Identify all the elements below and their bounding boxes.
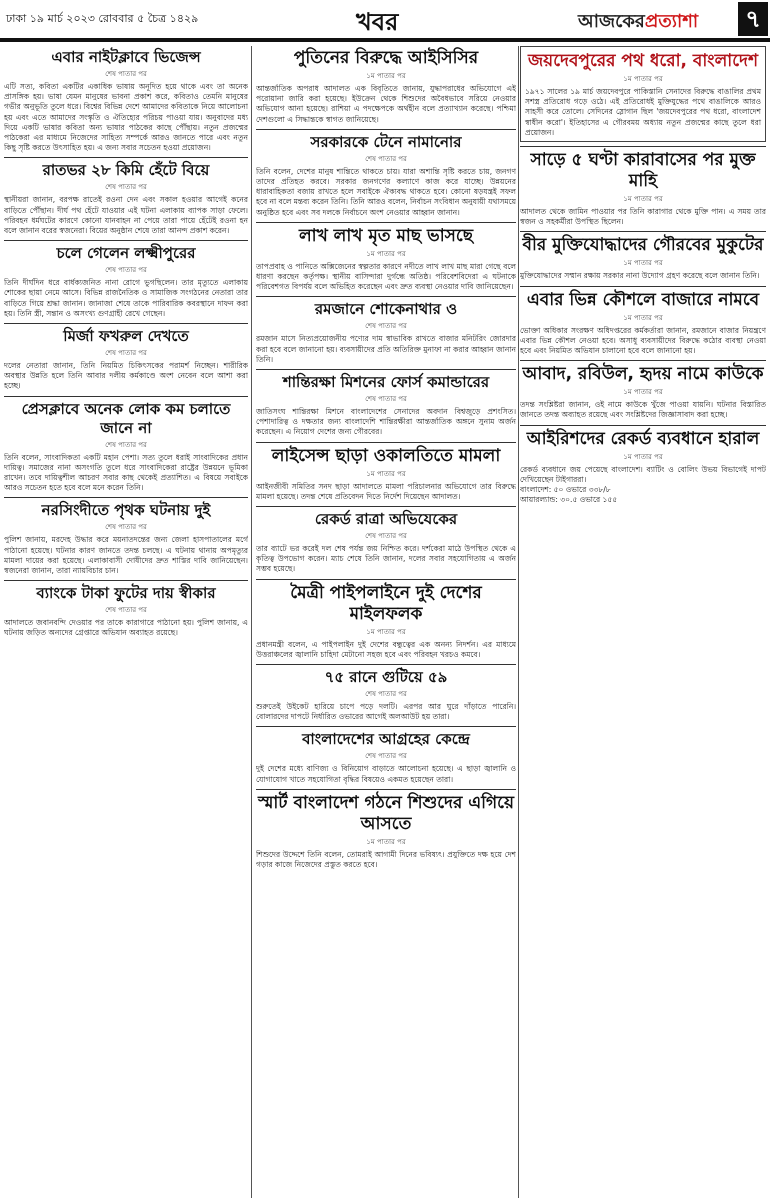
divider <box>520 425 766 426</box>
story-headline: আইরিশদের রেকর্ড ব্যবধানে হারাল <box>526 428 760 449</box>
story-body: আইনজীবী সমিতির সনদ ছাড়া আদালতে মামলা পরিচালনার অভিযোগে তার বিরুদ্ধে মামলা হয়েছে। তদন্ত শেষে প্রতিবেদন দিতে নির্দেশ দিয়েছেন আদালত। <box>256 481 516 501</box>
newspaper-logo <box>578 7 698 38</box>
divider <box>256 222 516 223</box>
column-divider <box>518 46 519 1198</box>
story-headline: প্রেসক্লাবে অনেক লোক কম চলাতে জানে না <box>21 399 231 437</box>
story-body: তিনি বলেন, দেশের মানুষ শান্তিতে থাকতে চায়। যারা অশান্তি সৃষ্টি করতে চায়, জনগণ তাদের প্রতিহত করবে। সরকার জনগণের কল্যাণে কাজ করে যাচ্ছে। উন্নয়নের ধারাবাহিকতা বজায় রাখতে হলে সবাইকে ঐক্যবদ্ধ থাকতে হবে। কোনো ষড়যন্ত্রই সফল হবে না বলে মন্তব্য করেন তিনি। তিনি আরও বলেন, নির্বাচন সংবিধান অনুযায়ী যথাসময়ে অনুষ্ঠিত হবে এবং সব দলকে নির্বাচনে অংশ নেওয়ার আহ্বান জানান। <box>256 166 516 217</box>
continued-label: শেষ পাতার পর <box>105 70 147 78</box>
story <box>256 226 516 293</box>
continued-label: শেষ পাতার পর <box>105 349 147 358</box>
story-headline: সাড়ে ৫ ঘণ্টা কারাবাসের পর মুক্ত মাহি <box>530 150 756 192</box>
story <box>520 364 766 420</box>
continued-label: ১ম পাতার পর <box>366 469 406 478</box>
continued-label: ১ম পাতার পর <box>623 313 663 322</box>
story-body: রমজান মাসে নিত্যপ্রয়োজনীয় পণ্যের দাম স্বাভাবিক রাখতে বাজার মনিটরিং জোরদার করা হবে বলে জানানো হয়। ব্যবসায়ীদের প্রতি অতিরিক্ত মুনাফা না করার আহ্বান জানান তিনি। <box>256 334 516 364</box>
story-body: জাতিসংঘ শান্তিরক্ষা মিশনে বাংলাদেশের সেনাদের অবদান বিশ্বজুড়ে প্রশংসিত। পেশাদারিত্ব ও দক্ষতার জন্য বাংলাদেশি শান্তিরক্ষীরা আন্তর্জাতিক অঙ্গনে সুনাম অর্জন করেছেন। এ নিয়োগ দেশের জন্য গৌরবের। <box>256 407 516 437</box>
continued-label: ১ম পাতার পর <box>623 388 663 397</box>
story <box>4 327 248 392</box>
story <box>256 48 516 125</box>
story-body: মুক্তিযোদ্ধাদের সম্মান রক্ষায় সরকার নানা উদ্যোগ গ্রহণ করেছে বলে জানান তিনি। <box>520 271 760 281</box>
story-body: প্রধানমন্ত্রী বলেন, এ পাইপলাইন দুই দেশের বন্ধুত্বের এক অনন্য নিদর্শন। এর মাধ্যমে উত্তরাঞ্চলের জ্বালানি চাহিদা মেটানো সহজ হবে এবং পরিবহন খরচও কমবে। <box>256 639 516 659</box>
story-body: আদালতে জবানবন্দি দেওয়ার পর তাকে কারাগারে পাঠানো হয়। পুলিশ জানায়, এ ঘটনায় জড়িত অন্যদের গ্রেপ্তারে অভিযান অব্যাহত রয়েছে। <box>4 618 248 638</box>
story-body: তাপপ্রবাহ ও পানিতে অক্সিজেনের স্বল্পতার কারণে নদীতে লাখ লাখ মাছ মারা গেছে বলে ধারণা করছেন কর্তৃপক্ষ। স্থানীয় বাসিন্দারা দুর্গন্ধে অতিষ্ঠ। পরিবেশবিদেরা এ ঘটনাকে পরিবেশগত বিপর্যয় বলে অভিহিত করেছেন এবং দ্রুত ব্যবস্থা নেওয়ার দাবি জানিয়েছেন। <box>256 261 516 292</box>
story <box>520 46 766 142</box>
story-headline: এবার ভিন্ন কৌশলে বাজারে নামবে <box>526 289 760 310</box>
story-body: ১৯৭১ সালের ১৯ মার্চ জয়দেবপুরে পাকিস্তানি সেনাদের বিরুদ্ধে বাঙালির প্রথম সশস্ত্র প্রতিরোধ গড়ে ওঠে। এই প্রতিরোধই মুক্তিযুদ্ধের পথে বাঙালিকে আরও সাহসী করে তোলে। সেদিনের স্লোগান ছিল 'জয়দেবপুরের পথ ধরো, বাংলাদেশ স্বাধীন করো'। ইতিহাসের এ গৌরবময় অধ্যায় নতুন প্রজন্মের কাছে তুলে ধরা প্রয়োজন। <box>525 87 761 137</box>
story <box>256 373 516 438</box>
story-headline: নরসিংদীতে পৃথক ঘটনায় দুই <box>41 501 211 520</box>
column-divider <box>251 46 252 1198</box>
story-headline: চলে গেলেন লক্ষ্মীপুরের <box>56 244 196 263</box>
continued-label: ১ম পাতার পর <box>366 627 406 636</box>
story-headline: লাখ লাখ মৃত মাছ ভাসছে <box>298 225 474 246</box>
divider <box>256 369 516 370</box>
story <box>256 730 516 784</box>
story-headline: মির্জা ফখরুল দেখতে <box>63 327 189 346</box>
story <box>4 244 248 319</box>
story-body: তিনি দীর্ঘদিন ধরে বার্ধক্যজনিত নানা রোগে ভুগছিলেন। তার মৃত্যুতে এলাকায় শোকের ছায়া নেমে আসে। বিভিন্ন রাজনৈতিক ও সামাজিক সংগঠনের নেতারা তার বাড়িতে গিয়ে শ্রদ্ধা জানান। জানাজা শেষে তাকে পারিবারিক কবরস্থানে দাফন করা হয়। তিনি স্ত্রী, সন্তান ও অসংখ্য গুণগ্রাহী রেখে গেছেন। <box>4 278 248 318</box>
story-headline: ব্যাংকে টাকা ফুটের দায় স্বীকার <box>36 584 216 603</box>
story-body: রেকর্ড ব্যবধানে জয় পেয়েছে বাংলাদেশ। ব্যাটিং ও বোলিং উভয় বিভাগেই দাপট দেখিয়েছেন টাইগাররা। <box>520 464 766 484</box>
story-headline: মৈত্রী পাইপলাইনে দুই দেশের মাইলফলক <box>290 582 482 624</box>
story-body: দলের নেতারা জানান, তিনি নিয়মিত চিকিৎসকের পরামর্শ নিচ্ছেন। শারীরিক অবস্থার উন্নতি হলে তিনি আবার দলীয় কর্মকাণ্ডে অংশ নেবেন বলে আশা করা হচ্ছে। <box>4 361 248 391</box>
divider <box>256 579 516 580</box>
story-headline: স্মার্ট বাংলাদেশ গঠনে শিশুদের এগিয়ে আসতে <box>257 792 515 834</box>
story <box>256 133 516 218</box>
continued-label: শেষ পাতার পর <box>365 532 407 541</box>
divider <box>4 580 248 581</box>
score-line: আয়ারল্যান্ড: ৩০.৫ ওভারে ১৫৫ <box>520 495 618 505</box>
column-left <box>4 46 248 1198</box>
logo-prefix: আজকের <box>578 11 645 32</box>
story-body: দুই দেশের মধ্যে বাণিজ্য ও বিনিয়োগ বাড়াতে আলোচনা হয়েছে। এ ছাড়া জ্বালানি ও যোগাযোগ খাতে সহযোগিতা বৃদ্ধির বিষয়েও একমত হয়েছেন তারা। <box>256 764 516 784</box>
divider <box>4 497 248 498</box>
issue-date: ঢাকা ১৯ মার্চ ২০২৩ রোববার ৫ চৈত্র ১৪২৯ <box>6 12 199 25</box>
story-body: তদন্ত সংশ্লিষ্টরা জানান, ওই নামে কাউকে খুঁজে পাওয়া যায়নি। ঘটনার বিস্তারিত জানতে তদন্ত অব্যাহত রয়েছে এবং সংশ্লিষ্টদের জিজ্ঞাসাবাদ করা হচ্ছে। <box>520 400 766 420</box>
story-body: আন্তর্জাতিক অপরাধ আদালত এক বিবৃতিতে জানায়, যুদ্ধাপরাধের অভিযোগে এই পরোয়ানা জারি করা হয়েছে। ইউক্রেন থেকে শিশুদের অবৈধভাবে সরিয়ে নেওয়ার অভিযোগ আনা হয়েছে। রাশিয়া এ পদক্ষেপকে অর্থহীন বলে প্রত্যাখ্যান করেছে। পশ্চিমা দেশগুলো এ সিদ্ধান্তকে স্বাগত জানিয়েছে। <box>256 84 516 124</box>
story <box>256 668 516 722</box>
divider <box>4 157 248 158</box>
divider <box>256 506 516 507</box>
continued-label: শেষ পাতার পর <box>365 395 407 404</box>
divider <box>520 231 766 232</box>
divider <box>256 789 516 790</box>
story-headline: বীর মুক্তিযোদ্ধাদের গৌরবের মুকুটের <box>522 235 764 256</box>
continued-label: শেষ পাতার পর <box>105 523 147 532</box>
logo-accent: প্রত্যাশা <box>644 11 699 32</box>
continued-label: ১ম পাতার পর <box>623 452 663 461</box>
column-middle <box>256 46 516 1198</box>
story <box>256 510 516 575</box>
story-headline: ৭৫ রানে গুটিয়ে ৫৯ <box>324 668 448 687</box>
continued-label: ১ম পাতার পর <box>623 75 663 83</box>
continued-label: ১ম পাতার পর <box>366 72 406 80</box>
divider <box>4 323 248 324</box>
continued-label: শেষ পাতার পর <box>365 690 407 699</box>
scorecard <box>520 485 766 505</box>
story-headline: রাতভর ২৮ কিমি হেঁটে বিয়ে <box>42 161 210 180</box>
divider <box>256 129 516 130</box>
story <box>520 429 766 506</box>
story-body: পুলিশ জানায়, মরদেহ উদ্ধার করে ময়নাতদন্তের জন্য জেলা হাসপাতালের মর্গে পাঠানো হয়েছে। ঘটনার কারণ জানতে তদন্ত চলছে। এ ঘটনায় থানায় অপমৃত্যুর মামলা দায়ের করা হয়েছে। এলাকাবাসী দোষীদের দ্রুত শাস্তির দাবি জানিয়েছেন। স্বজনেরা জানান, তারা ন্যায়বিচার চান। <box>4 535 248 576</box>
story <box>520 235 766 281</box>
story-body: এটি সত্য, কবিতা একটির একাধিক ভাষায় অনূদিত হয়ে থাকে এবং তা অনেক প্রাসঙ্গিক হয়। ভাষা যেমন মানুষের ভাবনা প্রকাশ করে, কবিতাও তেমনি মানুষের গভীর অনুভূতি তুলে ধরে। বিশ্বের বিভিন্ন দেশে আমাদের কবিতাকে নিয়ে আলোচনা হয় এবং এতে আমাদের সংস্কৃতি ও ঐতিহ্যের পরিচয় পাওয়া যায়। অনুবাদের মধ্য দিয়ে একটি ভাষার কবিতা অন্য ভাষার পাঠকের কাছে পৌঁছায়। নতুন প্রজন্মের পাঠকেরা এর মাধ্যমে নিজেদের সাহিত্য সম্পর্কে আরও জানতে পারে এবং নতুন কিছু সৃষ্টি করতে উৎসাহিত হয়। এ জন্য সবার সচেতন হওয়া প্রয়োজন। <box>4 82 248 153</box>
story-headline: পুতিনের বিরুদ্ধে আইসিসির <box>293 48 479 68</box>
story-headline: বাংলাদেশের আগ্রহের কেন্দ্রে <box>302 730 470 749</box>
divider <box>256 296 516 297</box>
story-headline: রমজানে শোকেনাথার ও <box>314 300 458 319</box>
divider <box>256 664 516 665</box>
divider <box>256 726 516 727</box>
continued-label: শেষ পাতার পর <box>365 752 407 761</box>
story-headline: জয়দেবপুরের পথ ধরো, বাংলাদেশ <box>527 51 759 71</box>
masthead <box>0 0 770 40</box>
continued-label: ১ম পাতার পর <box>366 249 406 258</box>
story <box>4 48 248 153</box>
section-title: খবর <box>356 8 399 36</box>
continued-label: ১ম পাতার পর <box>623 195 663 204</box>
column-right <box>520 46 766 1198</box>
masthead-rule <box>0 38 770 42</box>
divider <box>520 146 766 147</box>
story-body: স্থানীয়রা জানান, বরপক্ষ রাতেই রওনা দেন এবং সকাল হওয়ার আগেই কনের বাড়িতে পৌঁছান। দীর্ঘ পথ হেঁটে যাওয়ার এই ঘটনা এলাকায় ব্যাপক সাড়া ফেলে। পরিবহন ধর্মঘটের কারণে কোনো যানবাহন না পেয়ে তারা পায়ে হেঁটেই রওনা হন বলে জানান বরের স্বজনেরা। বিয়ের অনুষ্ঠান শেষে তারা আনন্দ প্রকাশ করেন। <box>4 195 248 236</box>
story-body: আদালত থেকে জামিন পাওয়ার পর তিনি কারাগার থেকে মুক্তি পান। এ সময় তার স্বজন ও সহকর্মীরা উপস্থিত ছিলেন। <box>520 207 766 227</box>
continued-label: শেষ পাতার পর <box>365 154 407 163</box>
story-headline: সরকারকে টেনে নামানোর <box>310 132 462 151</box>
continued-label: শেষ পাতার পর <box>105 183 147 192</box>
story <box>4 400 248 494</box>
story-headline: লাইসেন্স ছাড়া ওকালতিতে মামলা <box>271 445 501 466</box>
story <box>256 446 516 502</box>
story <box>256 793 516 870</box>
story-body: তিনি বলেন, সাংবাদিকতা একটি মহান পেশা। সত্য তুলে ধরাই সাংবাদিকের প্রধান দায়িত্ব। সমাজের নানা অসংগতি তুলে ধরে সাংবাদিকেরা রাষ্ট্রের উন্নয়নে ভূমিকা রাখেন। তবে দায়িত্বশীল আচরণ সবার কাছ থেকেই প্রত্যাশিত। এ বিষয়ে সবাইকে আরও সচেতন হতে হবে বলে মনে করেন তিনি। <box>4 452 248 493</box>
continued-label: ১ম পাতার পর <box>623 259 663 268</box>
continued-label: শেষ পাতার পর <box>365 322 407 331</box>
divider <box>4 396 248 397</box>
continued-label: ১ম পাতার পর <box>366 837 406 846</box>
story-headline: আবাদ, রবিউল, হৃদয় নামে কাউকে <box>522 364 764 385</box>
story-headline: এবার নাইটক্লাবে ভিজেন্স <box>51 48 201 66</box>
story-headline: শান্তিরক্ষা মিশনের ফোর্স কমান্ডারের <box>282 373 490 392</box>
continued-label: শেষ পাতার পর <box>105 606 147 615</box>
story <box>256 300 516 365</box>
divider <box>520 360 766 361</box>
story <box>520 290 766 357</box>
story <box>256 583 516 660</box>
story <box>4 161 248 236</box>
page-number: ৭ <box>738 2 768 36</box>
story <box>4 584 248 638</box>
divider <box>256 442 516 443</box>
story-body: ভোক্তা অধিকার সংরক্ষণ অধিদপ্তরের কর্মকর্তারা জানান, রমজানে বাজার নিয়ন্ত্রণে এবার ভিন্ন কৌশল নেওয়া হবে। অসাধু ব্যবসায়ীদের বিরুদ্ধে কঠোর ব্যবস্থা নেওয়া হবে এবং নিয়মিত অভিযান চালানো হবে বলে জানানো হয়। <box>520 325 766 356</box>
story-body: শিশুদের উদ্দেশে তিনি বলেন, তোমরাই আগামী দিনের ভবিষ্যৎ। প্রযুক্তিতে দক্ষ হয়ে দেশ গড়ার কাজে নিজেদের প্রস্তুত করতে হবে। <box>256 849 516 870</box>
story <box>520 150 766 227</box>
story <box>4 501 248 576</box>
divider <box>520 286 766 287</box>
story-body: শুরুতেই উইকেট হারিয়ে চাপে পড়ে দলটি। এরপর আর ঘুরে দাঁড়াতে পারেনি। বোলারদের দাপটে নির্ধারিত ওভারের আগেই অলআউট হয় তারা। <box>256 702 516 722</box>
story-body: তার ব্যাটে ভর করেই দল শেষ পর্যন্ত জয় নিশ্চিত করে। দর্শকেরা মাঠে উপস্থিত থেকে এ কৃতিত্ব উপভোগ করেন। ম্যাচ শেষে তিনি জানান, দলের সবার সহযোগিতায় এ অর্জন সম্ভব হয়েছে। <box>256 544 516 574</box>
divider <box>4 240 248 241</box>
story-headline: রেকর্ড রাত্রা অভিযেকের <box>314 510 458 529</box>
continued-label: শেষ পাতার পর <box>105 266 147 275</box>
continued-label: শেষ পাতার পর <box>105 440 147 449</box>
score-line: বাংলাদেশ: ৫০ ওভারে ৩৩৮/৮ <box>520 485 611 495</box>
